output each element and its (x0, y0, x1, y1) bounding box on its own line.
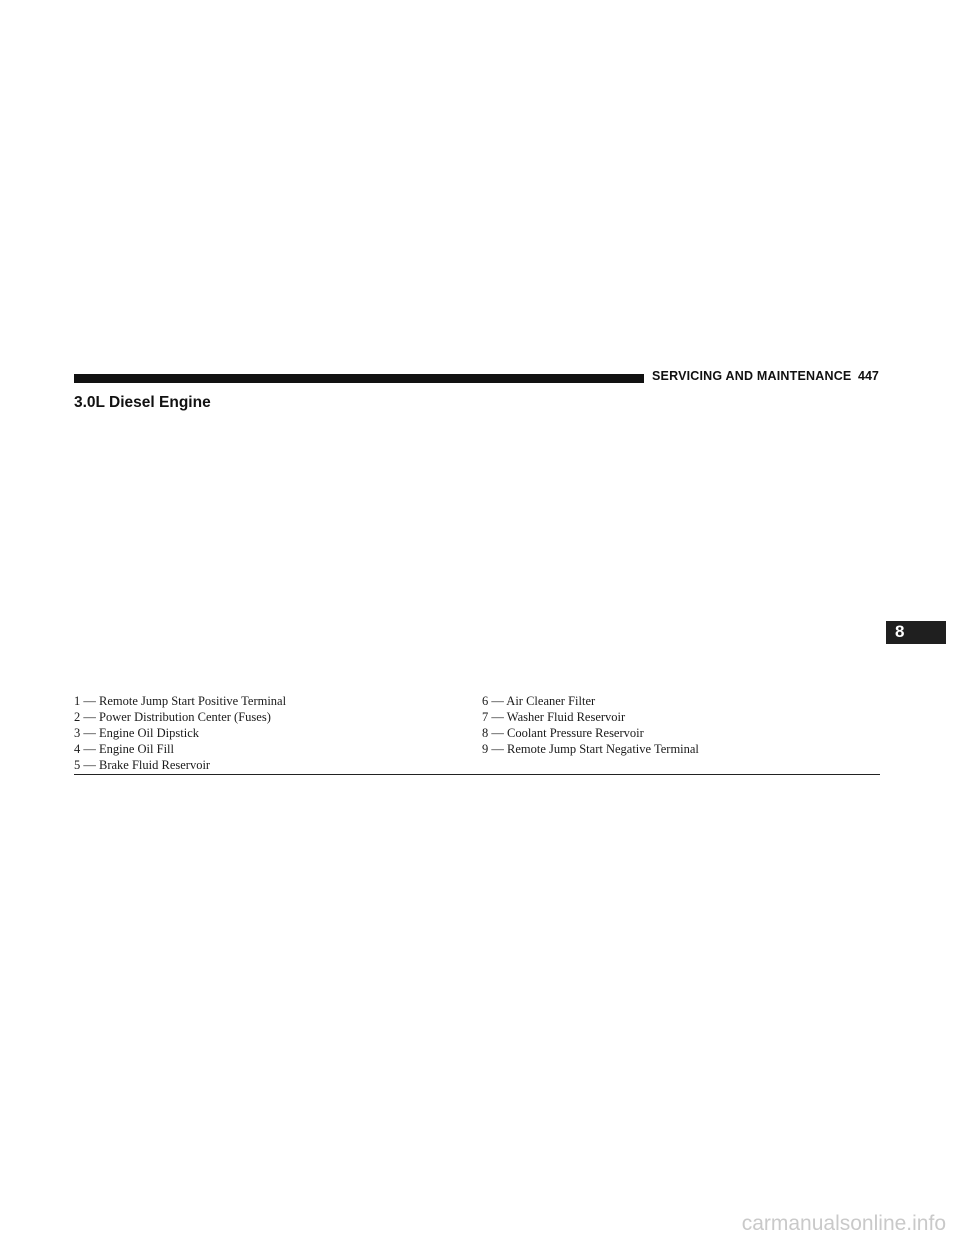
engine-figure-area (74, 420, 880, 688)
legend-item: 8 — Coolant Pressure Reservoir (482, 726, 644, 740)
legend-item: 1 — Remote Jump Start Positive Terminal (74, 694, 287, 708)
legend-item: 6 — Air Cleaner Filter (482, 694, 596, 708)
watermark: carmanualsonline.info (741, 1212, 946, 1235)
header-bar (74, 374, 644, 383)
legend-divider (74, 774, 880, 775)
legend-item: 4 — Engine Oil Fill (74, 742, 174, 756)
legend-item: 3 — Engine Oil Dipstick (74, 726, 199, 740)
legend-item: 9 — Remote Jump Start Negative Terminal (482, 742, 699, 756)
legend-item: 5 — Brake Fluid Reservoir (74, 758, 211, 772)
legend-item: 7 — Washer Fluid Reservoir (482, 710, 626, 724)
chapter-tab (886, 621, 946, 644)
legend-item: 2 — Power Distribution Center (Fuses) (74, 710, 271, 724)
legend-right-column (482, 693, 699, 757)
header-section-title: SERVICING AND MAINTENANCE (652, 369, 852, 383)
chapter-tab-number: 8 (895, 622, 905, 641)
legend-left-column (74, 693, 286, 773)
page-number: 447 (858, 369, 879, 383)
section-title: 3.0L Diesel Engine (74, 394, 211, 411)
